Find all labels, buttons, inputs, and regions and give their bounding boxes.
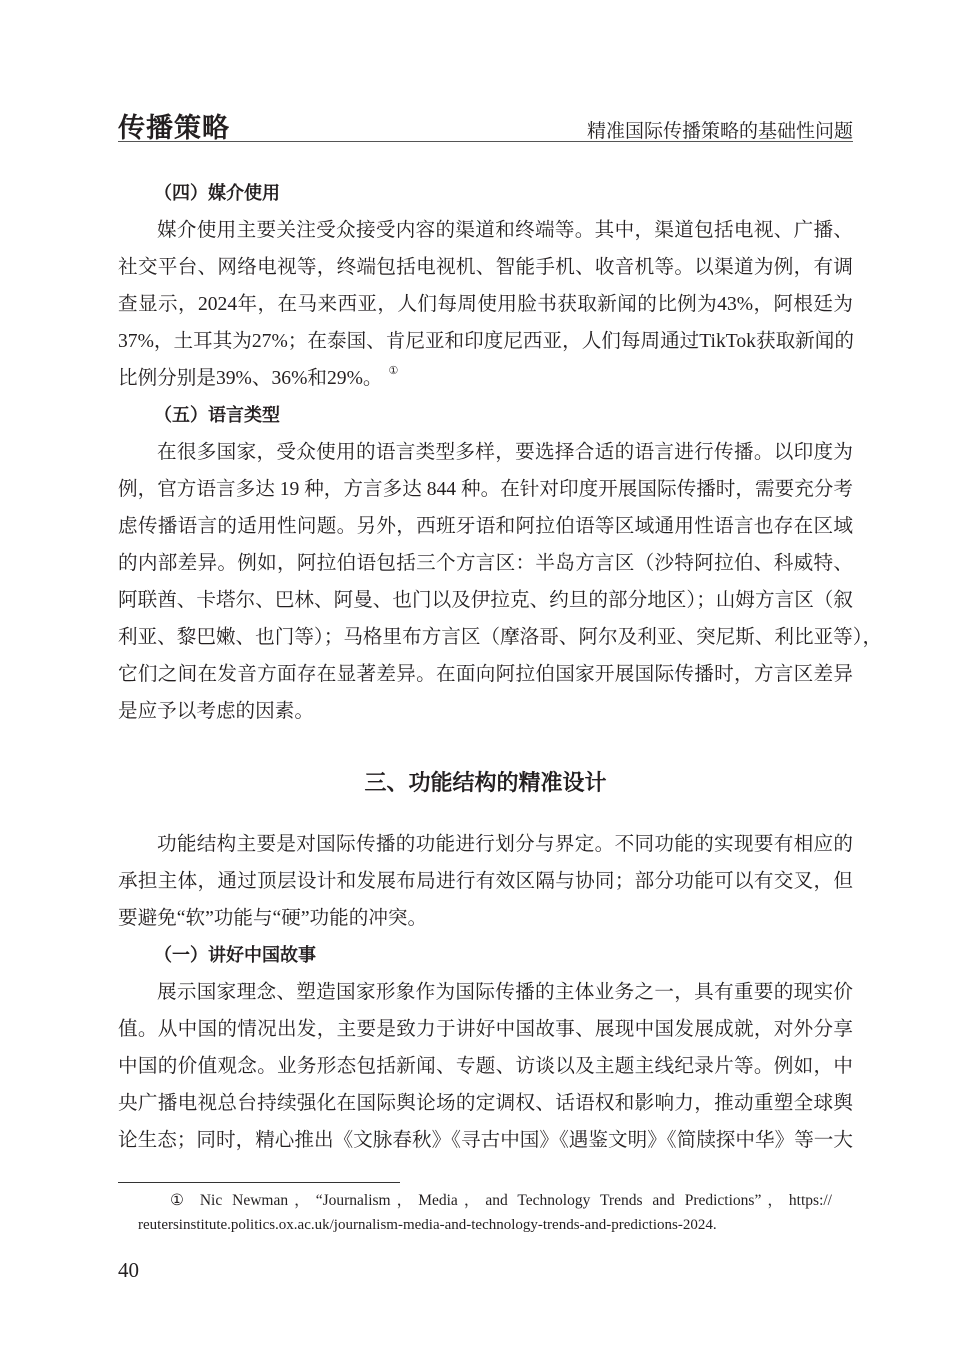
- text-line: 在很多国家，受众使用的语言类型多样，要选择合适的语言进行传播。以印度为: [157, 442, 853, 463]
- footnote-divider: [118, 1182, 400, 1183]
- subheading: （五）语言类型: [154, 405, 280, 426]
- text-line: 阿联酋、卡塔尔、巴林、阿曼、也门以及伊拉克、约旦的部分地区）；山姆方言区（叙: [118, 590, 853, 611]
- header-divider: [118, 141, 853, 142]
- text-line: 社交平台、网络电视等，终端包括电视机、智能手机、收音机等。以渠道为例，有调: [118, 257, 853, 278]
- footnote-ref[interactable]: ①: [388, 365, 399, 377]
- footnote-url[interactable]: reutersinstitute.politics.ox.ac.uk/journalism-media-and-technology-trends-and-predictions-2024.: [138, 1217, 717, 1233]
- text: 比例分别是39%、36%和29%。: [118, 368, 383, 389]
- text-line: 中国的价值观念。业务形态包括新闻、专题、访谈以及主题主线纪录片等。例如，中: [118, 1056, 853, 1077]
- subheading: （四）媒介使用: [154, 183, 280, 204]
- text-line: 例，官方语言多达 19 种，方言多达 844 种。在针对印度开展国际传播时，需要充分考: [118, 479, 853, 500]
- text-line: 它们之间在发音方面存在显著差异。在面向阿拉伯国家开展国际传播时，方言区差异: [118, 664, 853, 685]
- text-line: 是应予以考虑的因素。: [118, 701, 314, 722]
- text-line: 查显示，2024年，在马来西亚，人们每周使用脸书获取新闻的比例为43%，阿根廷为: [118, 294, 853, 315]
- running-header-section: 传播策略: [118, 113, 230, 144]
- section-media-use: [118, 175, 883, 730]
- text-line: 媒介使用主要关注受众接受内容的渠道和终端等。其中，渠道包括电视、广播、: [157, 220, 853, 241]
- text-line: 要避免“软”功能与“硬”功能的冲突。: [118, 908, 428, 929]
- footnote-line: ① Nic Newman，“Journalism，Media，and Technology Trends and Predictions”，https://: [170, 1192, 832, 1209]
- page-number: 40: [118, 1258, 139, 1282]
- text-line: [118, 360, 853, 397]
- section-function-structure: [118, 826, 853, 1159]
- text-line: 承担主体，通过顶层设计和发展布局进行有效区隔与协同；部分功能可以有交叉，但: [118, 871, 853, 892]
- running-header-title: 精准国际传播策略的基础性问题: [586, 121, 853, 142]
- text-line: 虑传播语言的适用性问题。另外，西班牙语和阿拉伯语等区域通用性语言也存在区域: [118, 516, 853, 537]
- section-title: 三、功能结构的精准设计: [364, 771, 607, 796]
- text-line: 利亚、黎巴嫩、也门等）；马格里布方言区（摩洛哥、阿尔及利亚、突尼斯、利比亚等），: [118, 627, 883, 648]
- text-line: 央广播电视总台持续强化在国际舆论场的定调权、话语权和影响力，推动重塑全球舆: [118, 1093, 853, 1114]
- text-line: 论生态；同时，精心推出《文脉春秋》《寻古中国》《遇鉴文明》《简牍探中华》等一大: [118, 1130, 853, 1151]
- subheading: （一）讲好中国故事: [154, 945, 316, 966]
- text-line: 37%，土耳其为27%；在泰国、肯尼亚和印度尼西亚，人们每周通过TikTok获取新闻的: [118, 331, 854, 352]
- text-line: 功能结构主要是对国际传播的功能进行划分与界定。不同功能的实现要有相应的: [157, 834, 853, 855]
- text-line: 的内部差异。例如，阿拉伯语包括三个方言区：半岛方言区（沙特阿拉伯、科威特、: [118, 553, 853, 574]
- text-line: 值。从中国的情况出发，主要是致力于讲好中国故事、展现中国发展成就，对外分享: [118, 1019, 853, 1040]
- text-line: 展示国家理念、塑造国家形象作为国际传播的主体业务之一，具有重要的现实价: [157, 982, 853, 1003]
